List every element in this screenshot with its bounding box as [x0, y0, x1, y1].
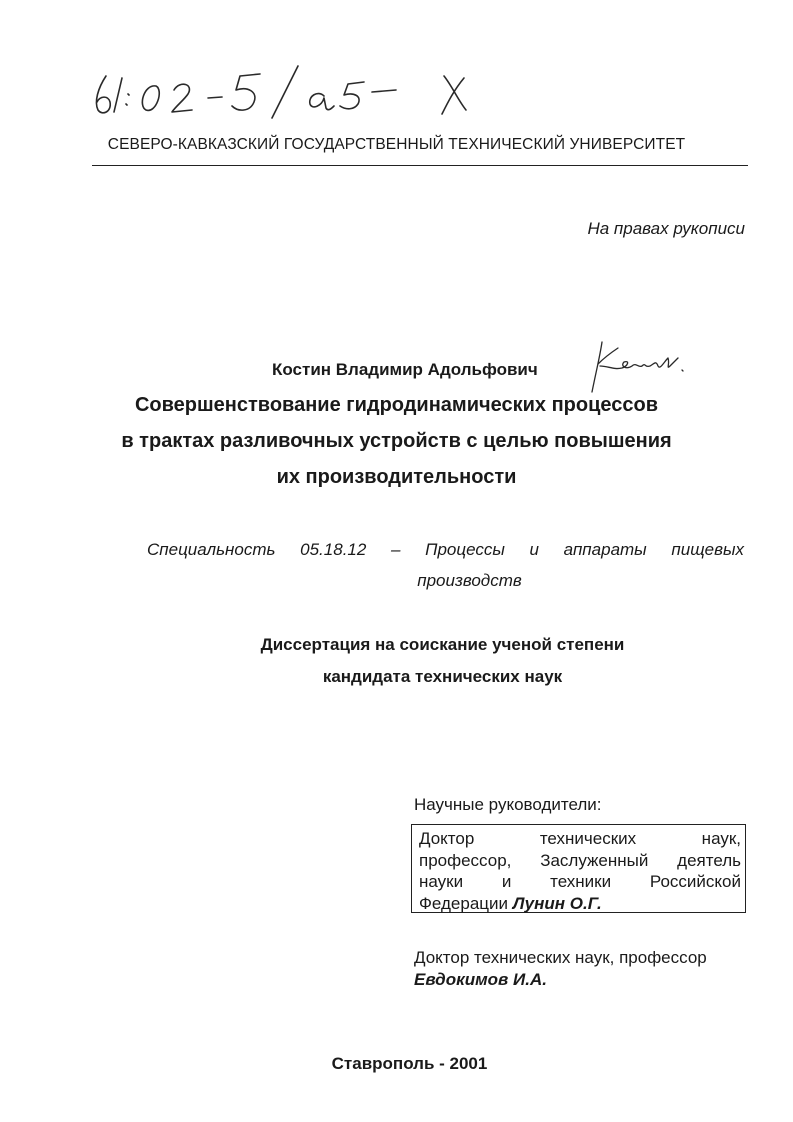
degree-line-1: Диссертация на соискание ученой степени [260, 635, 625, 654]
specialty-line-2: производств [417, 571, 522, 590]
dissertation-title-line-2: в трактах разливочных устройств с целью повышения [121, 430, 672, 452]
rights-note: На правах рукописи [587, 219, 745, 238]
second-advisor-title: Доктор технических наук, профессор [414, 948, 707, 967]
header-divider [92, 165, 748, 166]
first-advisor-name: Лунин О.Г. [512, 893, 602, 913]
first-advisor-line-4 [419, 893, 741, 915]
dissertation-title-line-3: их производительности [276, 466, 517, 488]
handwritten-archive-code [92, 62, 482, 122]
city-year: Ставрополь - 2001 [331, 1054, 488, 1073]
specialty-line-1: Специальность 05.18.12 – Процессы и аппараты пищевых [147, 540, 744, 559]
author-signature [578, 336, 688, 396]
degree-line-2: кандидата технических наук [322, 667, 563, 686]
first-advisor-line-2: профессор, Заслуженный деятель [419, 850, 741, 870]
advisors-label: Научные руководители: [414, 795, 602, 814]
first-advisor-country: Федерации [419, 893, 509, 913]
first-advisor-line-1: Доктор технических наук, [419, 829, 741, 848]
dissertation-title-line-1: Совершенствование гидродинамических процессов [134, 394, 659, 416]
author-name: Костин Владимир Адольфович [272, 360, 538, 379]
second-advisor-name: Евдокимов И.А. [414, 970, 547, 989]
university-name: СЕВЕРО-КАВКАЗСКИЙ ГОСУДАРСТВЕННЫЙ ТЕХНИЧЕСКИЙ УНИВЕРСИТЕТ [107, 136, 686, 153]
first-advisor-box [411, 824, 746, 913]
first-advisor-line-3: науки и техники Российской [419, 872, 741, 891]
